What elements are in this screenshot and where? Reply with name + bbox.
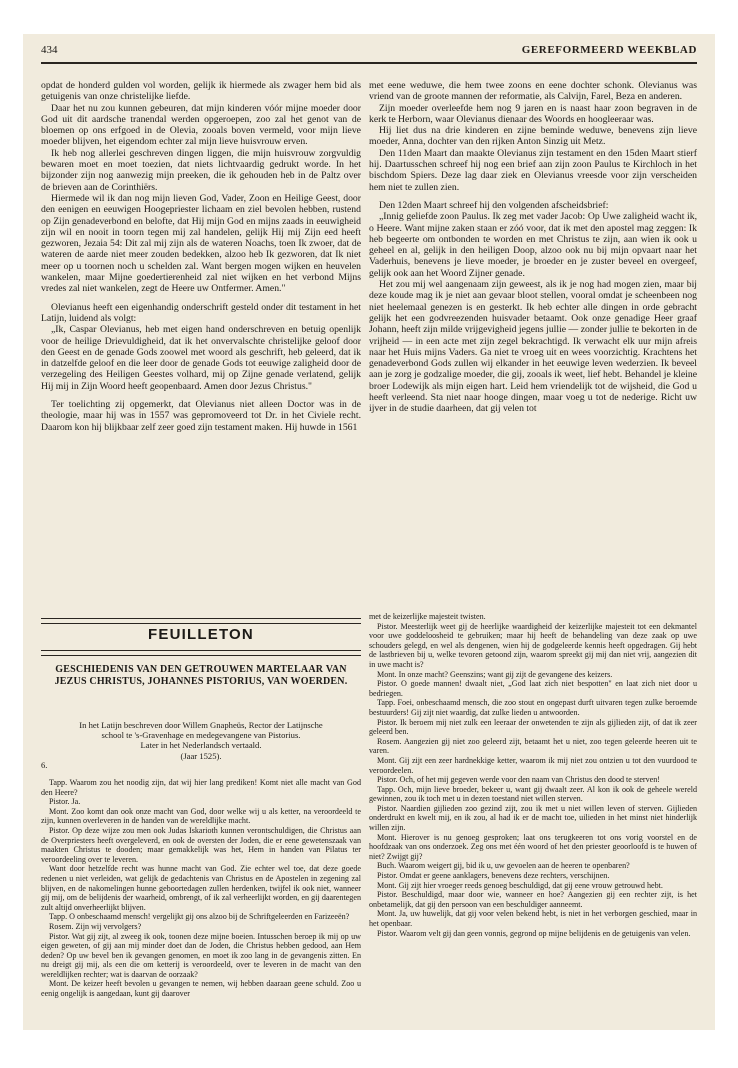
- paragraph: „Innig geliefde zoon Paulus. Ik zeg met vader Jacob: Op Uwe zaligheid wacht ik, o Heere. Want mijne zaken staan er zóó voor, dat ik met den apostel mag zeggen: Ik heb begeerte om ontbonden te worden en met Christus te zijn, aan wien ik ook u geheel en al, gelijk in den heiligen Doop, alzoo ook nu bij mijn opvaart naar het Vaderhuis, benevens je lieve moeder, je broeder en je zuster beveel en overgeef, gelijk ook aan het Woord Zijner genade.: [369, 211, 697, 279]
- dialogue-line: Pistor. Och, of het mij gegeven werde voor den naam van Christus den dood te sterven!: [377, 775, 660, 785]
- left-article-column: [41, 80, 361, 608]
- dialogue-line: Mont. Zoo komt dan ook onze macht van God, door welke wij u als ketter, na veroordeeld te zijn, kunnen overleveren in de handen van de wereldlijke macht.: [41, 806, 361, 826]
- paragraph: Ter toelichting zij opgemerkt, dat Olevianus niet alleen Doctor was in de theologie, maar hij was in 1557 was gepromoveerd tot Dr. in het Civiele recht. Daarom kon hij blijkbaar zelf zeer goed zijn testament maken. Hij huwde in 1561: [41, 399, 361, 433]
- paragraph: Zijn moeder overleefde hem nog 9 jaren en is naast haar zoon begraven in de kerk te Herborn, waar Olevianus dienaar des Woords en hoogleeraar was.: [369, 102, 697, 125]
- paragraph: Het zou mij wel aangenaam zijn geweest, als ik je nog had mogen zien, maar bij deze koude mag ik je niet aan gevaar bloot stellen, vooral omdat je scheenbeen nog niet heelemaal genezen is en gesterkt. Ik heb echter alle dingen in orde gebracht gelijk het een godvreezenden huisvader betaamt. Ook onze genadige Heer graaf Johann, heeft zijn milde vrijgevigheid jegens jullie — zonder jullie te bekorten in de vrijheid — in een acte met zijn zegel bekrachtigd. Ik verwacht elk uur mijn afreis naar het Huis mijns Vaders. Ga niet te vroeg uit en wees voorzichtig. Krachtens het genadeverbond Gods zullen wij elkander in het eeuwige leven wederzien. Ik beveel aan je zorg je godzalige moeder, die gij, zooals ik weet, lief hebt. Behandel je kleine broer Lodewijk als mijn eigen hart. Leid hem vriendelijk tot de wijsheid, die God u heeft verleend. Sta niet naar hooge dingen, maar voeg u tot de nederige. Richt uw ijver in de studie daarheen, dat gij velen tot: [369, 279, 697, 415]
- dialogue-line: met de keizerlijke majesteit twisten.: [369, 612, 486, 621]
- paragraph: Hij liet dus na drie kinderen en zijne beminde weduwe, benevens zijn lieve moeder, Anna, dochter van den rijken Anton Sinzig uit Metz.: [369, 125, 697, 148]
- divider-rule: [41, 650, 361, 656]
- dialogue-line: Pistor. Op deze wijze zou men ook Judas Iskarioth kunnen verontschuldigen, die Christus aan de Overpriesters heeft overgeleverd, en ook de oversten der Joden, die er eene gewetenszaak van maakten Christus te dooden; maar gemakkelijk was het, Hem in handen van Pilatus ter veroordeeling over te leveren.: [41, 825, 361, 864]
- dialogue-line: Pistor. Beschuldigd, maar door wie, wanneer en hoe? Aangezien gij een rechter zijt, is het onbetamelijk, dat gij den persoon van een beschuldiger aanneemt.: [369, 890, 697, 909]
- dialogue-line: Want door hetzelfde recht was hunne macht van God. Zie echter wel toe, dat deze goede redenen u niet verleiden, wat gelijk de gedachtenis van Christus en de Apostelen in zegening zal blijven, en de nakomelingen hunne geboortedagen zullen herdenken, twijfel ik ook niet, wanneer gij mij, om de belijdenis der waarheid, ombrengt, of ik zal verheerlijkt worden, en gij daarentegen zult altijd onverheerlijkt blijven.: [41, 864, 361, 912]
- dialogue-line: Pistor. O goede mannen! dwaalt niet, „God laat zich niet bespotten" en laat zich niet door u bedriegen.: [369, 679, 697, 698]
- dialogue-line: Pistor. Ik beroem mij niet zulk een leeraar der onwetenden te zijn als gijlieden zijt, of dat ik zeer geleerd ben.: [369, 717, 697, 737]
- paragraph: „Ik, Caspar Olevianus, heb met eigen hand onderschreven en betuig openlijk voor de heilige Drievuldigheid, dat ik het onvervalschte christelijke geloof door den Geest en de genade Gods zoowel met woord als geschrift, heb geleerd, dat ik in datzelfde geloof en die leer door de genade Gods tot eeuwige zaligheid door de verzegeling des Heiligen Geestes volhard, mij op Zijne genade verlatend, gelijk Hij mij in Zijn Woord heeft geopenbaard. Amen door Jezus Christus.": [41, 324, 361, 392]
- paragraph: Ik heb nog allerlei geschreven dingen liggen, die mijn huisvrouw zorgvuldig bewaren moet en moet toezien, dat niets lichtvaardig gedrukt worde. In het bijzonder zijn nog aanwezig mijn preeken, die ik gehouden heb in de Paltz over de brieven aan de Corinthiërs.: [41, 147, 361, 193]
- page-header: [41, 44, 697, 64]
- paragraph: Hiermede wil ik dan nog mijn lieven God, Vader, Zoon en Heilige Geest, door den eenigen en eeuwigen Hoogepriester lichaam en ziel bevolen hebben, rustend op Zijn genadeverbond en belofte, dat Hij mijn God en mijns zaads in eeuwigheid zijn wil en nooit in toorn tegen mij zal handelen, gelijk Hij mij Zijn eed heeft gezworen, Jezaia 54: Dit zal mij zijn als de wateren Noachs, toen Ik zwoer, dat de wateren de aarde niet meer zouden bedekken, alzoo heb Ik gezworen, dat Ik niet meer op u toornen noch u schelden zal. Want bergen mogen wijken en heuvelen wankelen, maar Mijne goedertierenheid zal niet wijken en het verbond Mijns vredes zal niet wankelen, zegt de Heere uw Ontfermer. Amen.": [41, 192, 361, 295]
- paragraph: Olevianus heeft een eigenhandig onderschrift gesteld onder dit testament in het Latijn, luidend als volgt:: [41, 301, 361, 324]
- intro-line: school te 's-Gravenhage en medegevangene van Pistorius.: [101, 730, 301, 741]
- right-article-column: [369, 80, 697, 602]
- dialogue-line: Mont. De keizer heeft bevolen u gevangen te nemen, wij hebben daaraan geene schuld. Zoo u eenig ongelijk is aangedaan, kunt gij daarover: [41, 979, 361, 999]
- dialogue-line: Buch. Waarom weigert gij, bid ik u, uw gevoelen aan de heeren te openbaren?: [377, 861, 630, 871]
- dialogue-line: Mont. Ja, uw huwelijk, dat gij voor velen bekend hebt, is niet in het verborgen geschied, maar in het openbaar.: [369, 909, 697, 928]
- dialogue-line: Pistor. Meesterlijk weet gij de heerlijke waardigheid der keizerlijke majesteit tot een dekmantel voor uwe goddeloosheid te gebruiken; maar hij heeft de behandeling van deze zaak op uwe schouders gelegd, en wel als dengenen, wien hij de godgeleerde kennis heeft opgedragen. Gij hebt de lastbrieven bij u, welke tevoren getoond zijn, waarom spreekt gij mij dan niet vrij, aangezien dit in uwe macht is?: [369, 621, 697, 669]
- dialogue-line: Mont. In onze macht? Geenszins; want gij zijt de gevangene des keizers.: [377, 669, 613, 679]
- dialogue-line: Pistor. Waarom velt gij dan geen vonnis, gegrond op mijne belijdenis en de getuigenis van velen.: [377, 928, 691, 938]
- dialogue-line: Tapp. Och, mijn lieve broeder, bekeer u, want gij dwaalt zeer. Al kon ik ook de geheele wereld gewinnen, zou ik toch met u in dezen toestand niet willen sterven.: [369, 784, 697, 804]
- story-title: GESCHIEDENIS VAN DEN GETROUWEN MARTELAAR VAN JEZUS CHRISTUS, JOHANNES PISTORIUS, VAN WOERDEN.: [54, 664, 348, 687]
- page-number: 434: [41, 44, 58, 56]
- dialogue-line: Pistor. Ja.: [49, 797, 81, 807]
- intro-line: (Jaar 1525).: [180, 750, 222, 761]
- dialogue-line: Mont. Gij zijt een zeer hardnekkige ketter, waarom ik mij niet zou ontzien u tot den vuurdood te veroordeelen.: [369, 755, 697, 775]
- newspaper-page: [23, 34, 715, 1030]
- masthead: GEREFORMEERD WEEKBLAD: [521, 44, 697, 56]
- feuilleton-banner: [41, 616, 361, 656]
- story-intro: [41, 720, 361, 770]
- intro-line: In het Latijn beschreven door Willem Gnapheüs, Rector der Latijnsche: [79, 720, 323, 730]
- dialogue-line: Tapp. Foei, onbeschaamd mensch, die zoo stout en ongepast durft uitvaren tegen zulke beroemde bestuurders! Gij zijt niet waardig, dat zulke lieden u antwoorden.: [369, 698, 697, 717]
- paragraph: Den 12den Maart schreef hij den volgenden afscheidsbrief:: [379, 199, 609, 211]
- paragraph: opdat de honderd gulden vol worden, gelijk ik hiermede als zwager hem bid als getuigenis van onze christelijke liefde.: [41, 80, 361, 103]
- dialogue-line: Tapp. O onbeschaamd mensch! vergelijkt gij ons alzoo bij de Schriftgeleerden en Farizeeën?: [49, 912, 350, 922]
- dialogue-left-column: [41, 778, 361, 1018]
- dialogue-line: Mont. Hierover is nu genoeg gesproken; laat ons terugkeeren tot ons vorig voorstel en de hoofdzaak van ons onderzoek. Zeg ons met één woord of het den priester geoorloofd is te huwen of niet? Zwijgt gij?: [369, 832, 697, 861]
- feuilleton-heading: FEUILLETON: [148, 626, 254, 643]
- dialogue-line: Pistor. Naardien gijlieden zoo gezind zijt, zou ik met u niet willen leven of sterven. Gijlieden onderdrukt en kwelt mij, en ik zou, al had ik er de macht toe, uilieden in het minst niet hinderlijk willen zijn.: [369, 803, 697, 833]
- paragraph: Den 11den Maart dan maakte Olevianus zijn testament en den 15den Maart stierf hij. Daartusschen schreef hij nog een brief aan zijn zoon Paulus te Kirchloch in het bischdom Spiers. Deze lag daar ziek en Olevianus vreesde voor zijn verscheiden hem niet te zullen zien.: [369, 147, 697, 193]
- episode-number: 6.: [41, 760, 48, 770]
- dialogue-line: Pistor. Omdat er geene aanklagers, benevens deze rechters, verschijnen.: [377, 871, 610, 881]
- dialogue-line: Pistor. Wat gij zijt, al zweeg ik ook, toonen deze mijne boeien. Intusschen beroep ik mij op uw eigen geweten, of gij aan mij minder doet dan de Joden, die Christus hebben gedood, aan Hem deden? Op uw bevel ben ik gevangen genomen, en moet ik zoo lang in de gevangenis zitten. En nu dreigt gij mij, als een die om ketterij is veroordeeld, over te leveren in de macht van den wereldlijken rechter; wat is daarvan de oorzaak?: [41, 931, 361, 979]
- dialogue-line: Mont. Gij zijt hier vroeger reeds genoeg beschuldigd, dat gij eene vrouw getrouwd hebt.: [377, 880, 663, 890]
- paragraph: Daar het nu zou kunnen gebeuren, dat mijn kinderen vóór mijne moeder door God uit dit aardsche tranendal werden opgeroepen, zoo zal het genot van de bloemen op ons erfgoed in de Olevia, zooals boven vermeld, voor mijn lieve moeder blijven, het eigendom echter zal mijn lieve huisvrouw erven.: [41, 102, 361, 148]
- divider-rule: [41, 618, 361, 624]
- dialogue-line: Rosem. Aangezien gij niet zoo geleerd zijt, betaamt het u niet, zoo tegen geleerde heeren uit te varen.: [369, 736, 697, 756]
- intro-line: Later in het Nederlandsch vertaald.: [140, 740, 262, 751]
- dialogue-line: Rosem. Zijn wij vervolgers?: [49, 921, 142, 931]
- dialogue-right-column: [369, 612, 697, 1018]
- paragraph: met eene weduwe, die hem twee zoons en eene dochter schonk. Olevianus was vriend van de groote mannen der reformatie, als Calvijn, Farel, Beza en anderen.: [369, 80, 697, 103]
- dialogue-line: Tapp. Waarom zou het noodig zijn, dat wij hier lang prediken! Komt niet alle macht van God den Heere?: [41, 778, 361, 797]
